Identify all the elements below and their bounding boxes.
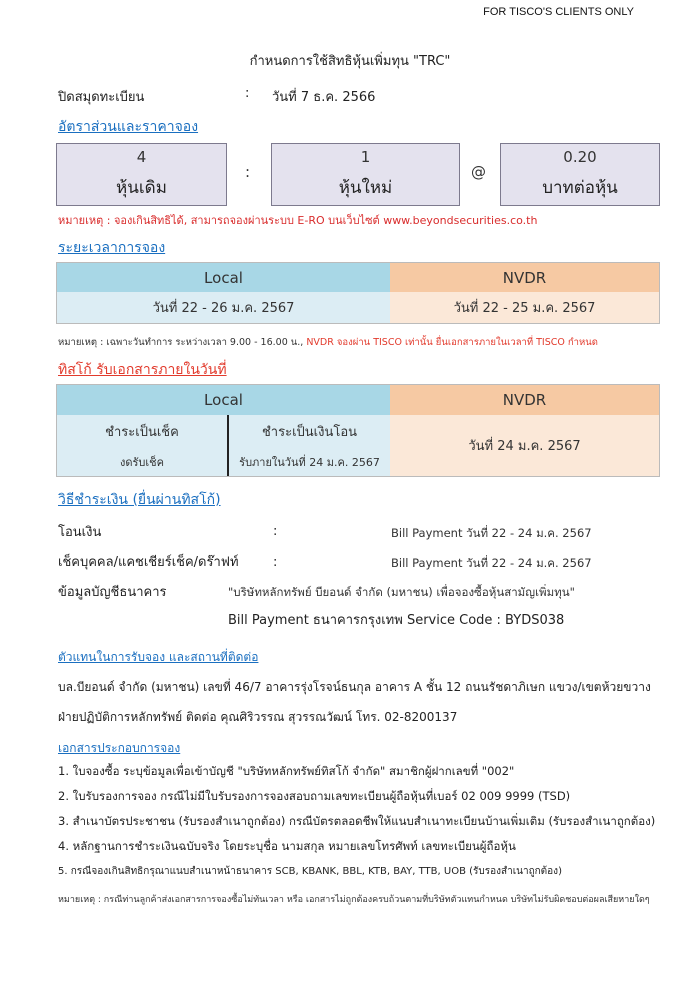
bank-account-label: ข้อมูลบัญชีธนาคาร (58, 585, 167, 600)
price-label: บาทต่อหุ้น (542, 178, 618, 198)
bank-account-name: "บริษัทหลักทรัพย์ บียอนด์ จำกัด (มหาชน) เพื่อจองซื้อหุ้นสามัญเพิ่มทุน" (228, 585, 575, 599)
transfer-title: ชำระเป็นเงินโอน (261, 424, 358, 440)
document-item: 2. ใบรับรองการจอง กรณีไม่มีใบรับรองการจองสอบถามเลขทะเบียนผู้ถือหุ้นที่เบอร์ 02 009 9999 (TSD) (58, 789, 571, 803)
transfer-value: รับภายในวันที่ 24 ม.ค. 2567 (239, 455, 380, 469)
new-shares-box (271, 143, 460, 206)
cheque-types-colon: : (273, 555, 278, 570)
tisco-nvdr-header: NVDR (390, 385, 659, 415)
clients-only-note: FOR TISCO'S CLIENTS ONLY (483, 6, 634, 18)
period-local-date: วันที่ 22 - 26 ม.ค. 2567 (57, 292, 390, 323)
documents-heading: เอกสารประกอบการจอง (58, 741, 181, 755)
cheque-cell (57, 415, 227, 476)
tisco-nvdr-date: วันที่ 24 ม.ค. 2567 (390, 415, 659, 476)
document-item: 3. สำเนาบัตรประชาชน (รับรองสำเนาถูกต้อง) กรณีบัตรตลอดชีพให้แนบสำเนาทะเบียนบ้านเพิ่มเติม (รับรองสำเนาถูกต้อง) (58, 814, 656, 828)
payment-heading: วิธีชำระเงิน (ยื่นผ่านทิสโก้) (58, 492, 221, 508)
agent-contact: ฝ่ายปฏิบัติการหลักทรัพย์ ติดต่อ คุณศิริวรรณ สุวรรณวัฒน์ โทร. 02-8200137 (58, 710, 458, 724)
book-closing-colon: : (245, 86, 250, 101)
book-closing-label: ปิดสมุดทะเบียน (58, 90, 145, 105)
tisco-heading: ทิสโก้ รับเอกสารภายในวันที่ (58, 362, 227, 378)
new-shares-label: หุ้นใหม่ (338, 178, 393, 198)
tisco-local-header: Local (57, 385, 390, 415)
period-local-header: Local (57, 263, 390, 292)
document-item: 5. กรณีจองเกินสิทธิกรุณาแนบสำเนาหน้าธนาคาร SCB, KBANK, BBL, KTB, BAY, TTB, UOB (รับรองสำเนาถูกต้อง) (58, 866, 562, 877)
ratio-separator: : (245, 163, 251, 181)
bank-service-code: Bill Payment ธนาคารกรุงเทพ Service Code : BYDS038 (228, 613, 565, 628)
tisco-table (56, 384, 660, 477)
old-shares-box (56, 143, 227, 206)
period-note-time: หมายเหตุ : เฉพาะวันทำการ ระหว่างเวลา 9.00 - 16.00 น., (58, 337, 307, 348)
agent-heading: ตัวแทนในการรับจอง และสถานที่ติดต่อ (58, 650, 259, 664)
ratio-heading: อัตราส่วนและราคาจอง (58, 119, 199, 135)
transfer-cell (229, 415, 390, 476)
transfer-label: โอนเงิน (58, 525, 102, 540)
period-nvdr-header: NVDR (390, 263, 659, 292)
cheque-types-label: เช็คบุคคล/แคชเชียร์เช็ค/ดร๊าฟท์ (58, 555, 239, 570)
price-box (500, 143, 660, 206)
period-nvdr-date: วันที่ 22 - 25 ม.ค. 2567 (390, 292, 659, 323)
old-shares-number: 4 (136, 148, 147, 166)
price-number: 0.20 (563, 148, 597, 166)
period-note-nvdr: NVDR จองผ่าน TISCO เท่านั้น ยื่นเอกสารภายในเวลาที่ TISCO กำหนด (306, 337, 598, 348)
transfer-colon: : (273, 524, 278, 539)
old-shares-label: หุ้นเดิม (116, 178, 167, 198)
period-heading: ระยะเวลาการจอง (58, 240, 166, 256)
documents-footnote: หมายเหตุ : กรณีท่านลูกค้าส่งเอกสารการจองซื้อไม่ทันเวลา หรือ เอกสารไม่ถูกต้องครบถ้วนตามที่บริษัทตัวแทนกำหนด บริษัทไม่รับผิดชอบต่อผลเสียหายใดๆ (58, 895, 650, 905)
agent-address: บล.บียอนด์ จำกัด (มหาชน) เลขที่ 46/7 อาคารรุ่งโรจน์ธนกุล อาคาร A ชั้น 12 ถนนรัชดาภิเษก แขวง/เขตห้วยขวาง (58, 680, 651, 694)
cheque-title: ชำระเป็นเช็ค (105, 424, 179, 440)
at-symbol: @ (471, 163, 486, 181)
ratio-note: หมายเหตุ : จองเกินสิทธิได้, สามารถจองผ่านระบบ E-RO บนเว็บไซต์ www.beyondsecurities.co.th (58, 214, 538, 227)
period-table (56, 262, 660, 324)
book-closing-date: วันที่ 7 ธ.ค. 2566 (272, 90, 376, 105)
cheque-value: งดรับเช็ค (120, 455, 164, 469)
period-note (58, 335, 598, 350)
document-title: กำหนดการใช้สิทธิหุ้นเพิ่มทุน "TRC" (249, 54, 451, 69)
document-item: 1. ใบจองซื้อ ระบุข้อมูลเพื่อเข้าบัญชี "บริษัทหลักทรัพย์ทิสโก้ จำกัด" สมาชิกผู้ฝากเลขที่ "002" (58, 764, 515, 778)
transfer-value-bill: Bill Payment วันที่ 22 - 24 ม.ค. 2567 (391, 526, 592, 540)
document-item: 4. หลักฐานการชำระเงินฉบับจริง โดยระบุชื่อ นามสกุล หมายเลขโทรศัพท์ เลขทะเบียนผู้ถือหุ้น (58, 839, 516, 853)
new-shares-number: 1 (360, 148, 371, 166)
cheque-types-value: Bill Payment วันที่ 22 - 24 ม.ค. 2567 (391, 556, 592, 570)
